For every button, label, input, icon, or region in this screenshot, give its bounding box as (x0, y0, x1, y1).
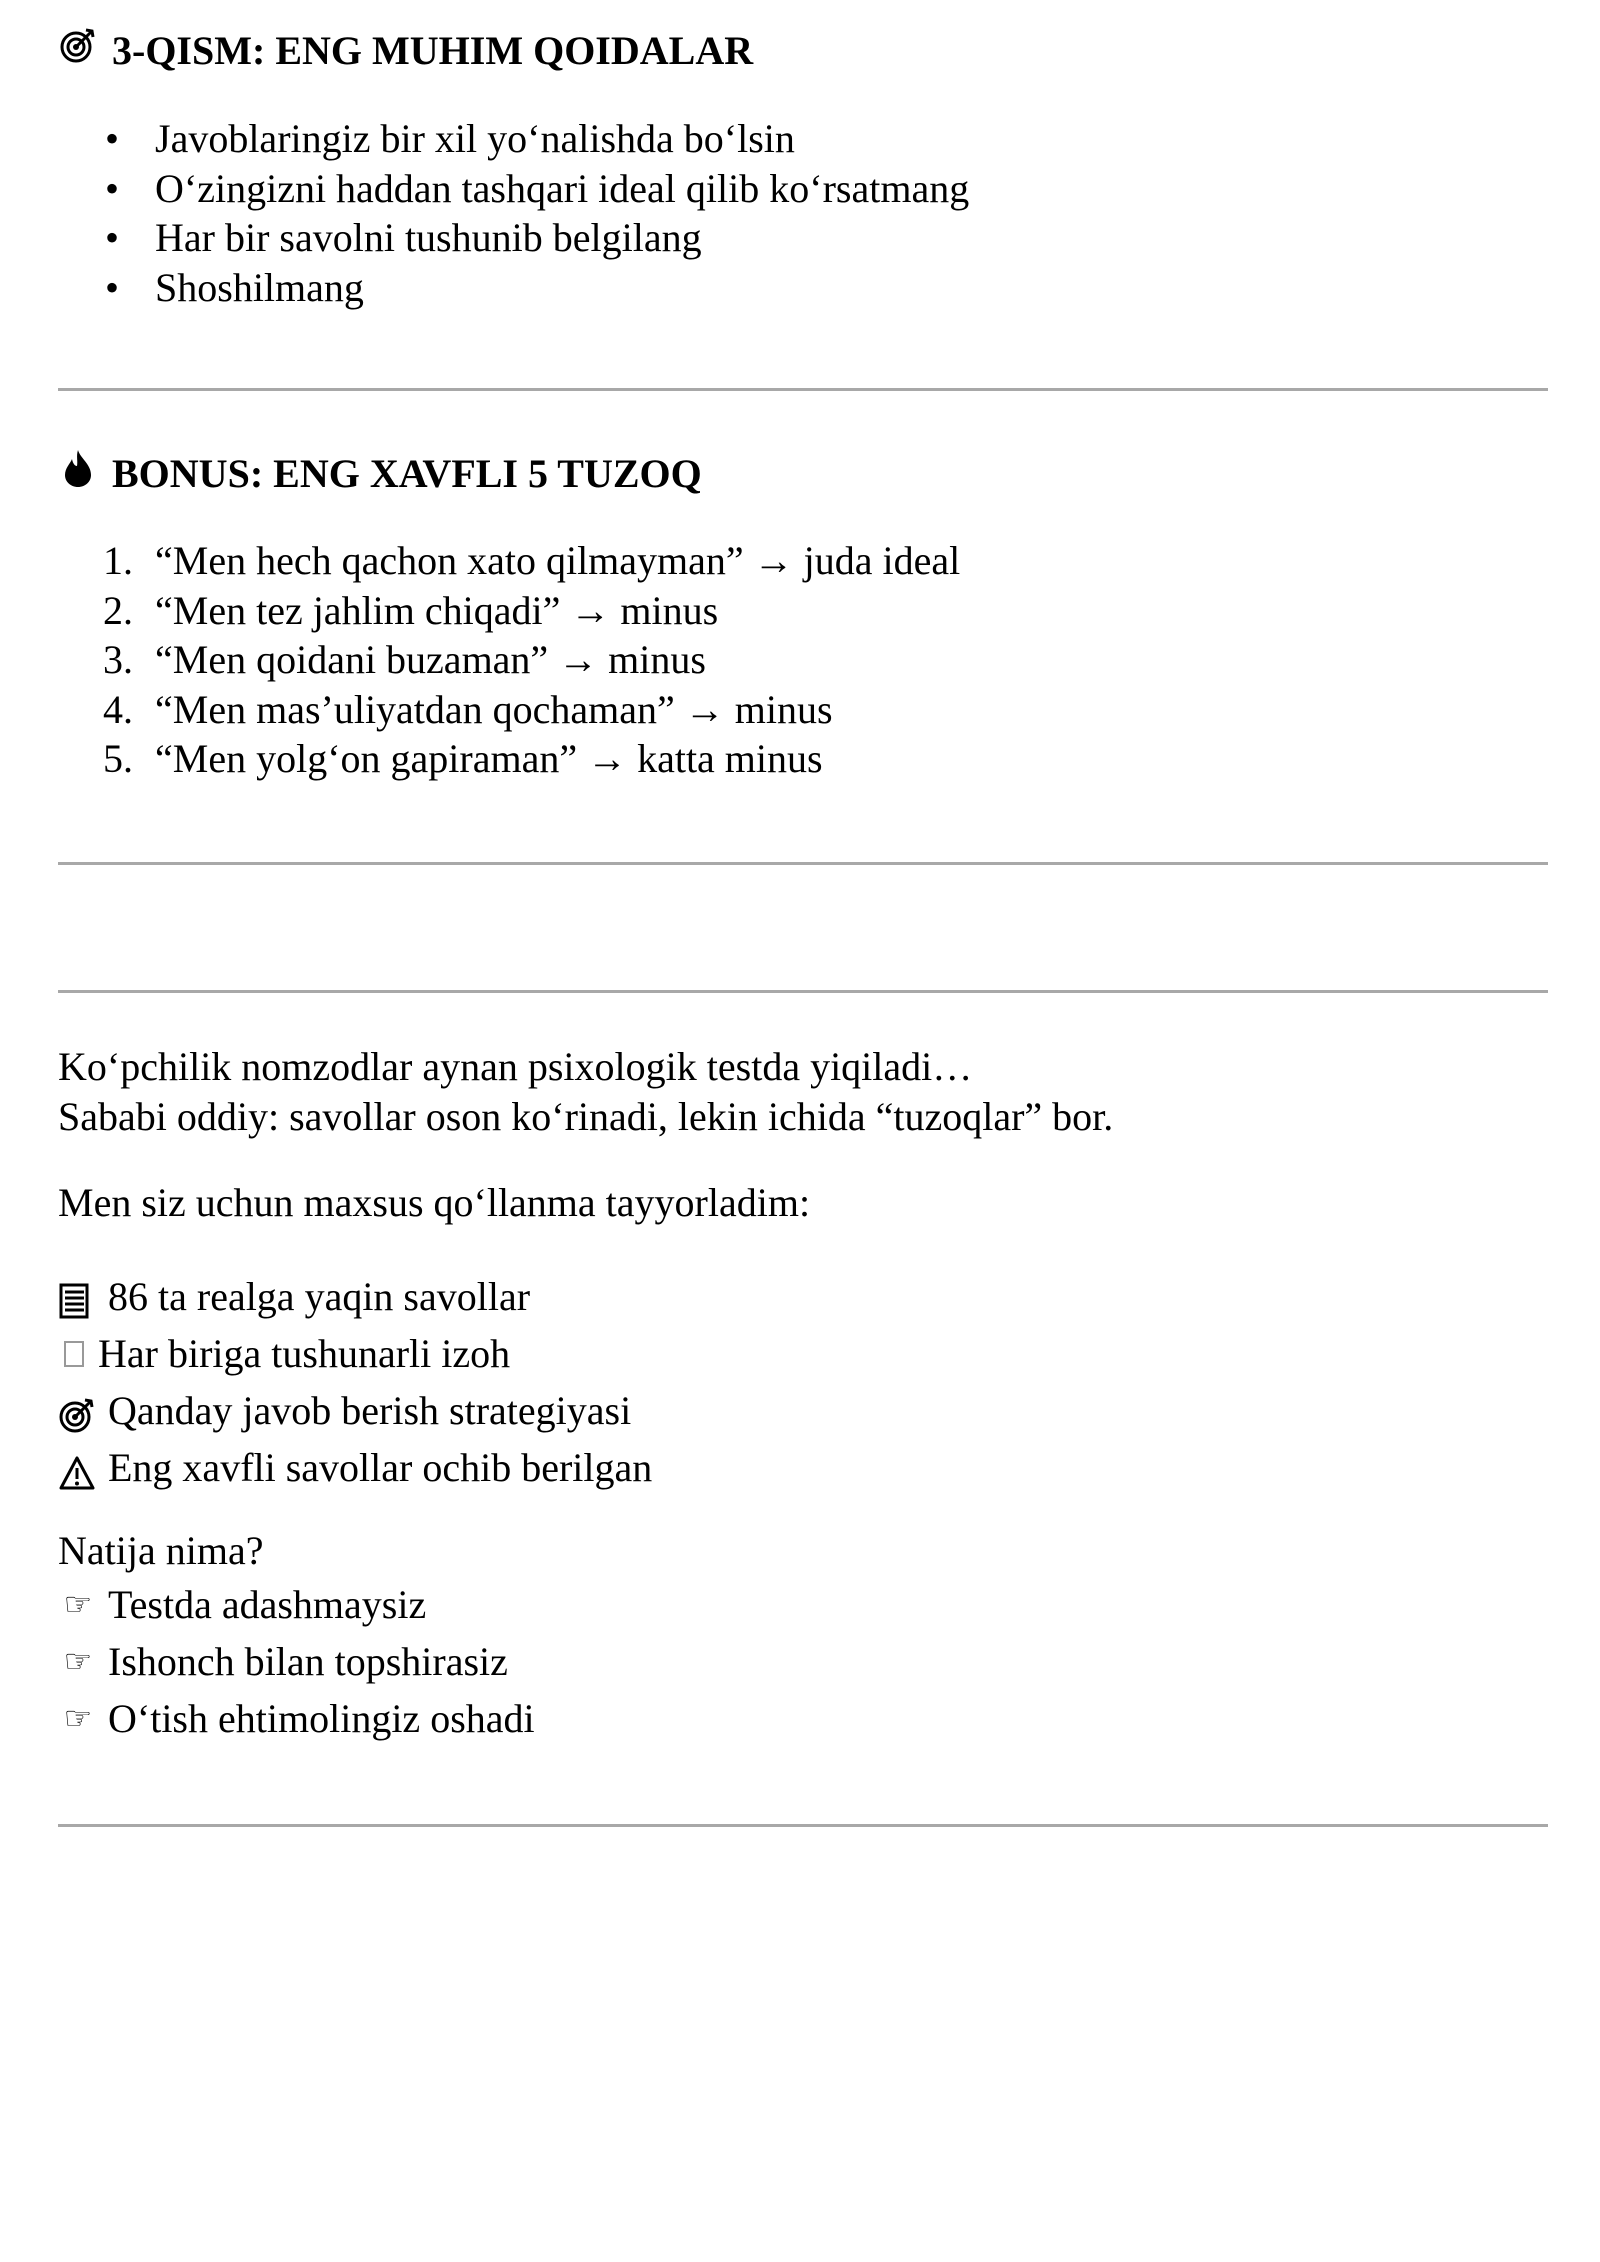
promo-intro (58, 1042, 1113, 1141)
part3-section (58, 26, 753, 75)
bonus-heading (58, 448, 702, 499)
feature-item: 86 ta realga yaqin savollar (58, 1268, 652, 1325)
result-item: ☞ Ishonch bilan topshirasiz (58, 1633, 535, 1690)
result-item: ☞ O‘tish ehtimolingiz oshadi (58, 1690, 535, 1747)
divider (58, 990, 1548, 993)
divider (58, 1824, 1548, 1827)
divider (58, 862, 1548, 865)
list-item: • O‘zingizni haddan tashqari ideal qilib ko‘rsatmang (58, 164, 969, 214)
list-item: 1. “Men hech qachon xato qilmayman” → juda ideal (103, 538, 961, 583)
part3-title: 3-QISM: ENG MUHIM QOIDALAR (112, 27, 754, 73)
target-dart-icon (58, 1392, 96, 1430)
list-item: 4. “Men mas’uliyatdan qochaman” → minus (103, 686, 833, 732)
bonus-traps-list (58, 536, 960, 784)
part3-rules-list (58, 114, 969, 312)
bullet-icon: • (104, 215, 119, 260)
offer-text: Men siz uchun maxsus qo‘llanma tayyorladim: (58, 1180, 811, 1225)
book-icon (58, 1278, 96, 1316)
result-question: Natija nima? (58, 1528, 264, 1573)
result-list (58, 1576, 535, 1747)
pointing-hand-icon: ☞ (63, 1642, 93, 1680)
list-item: 2. “Men tez jahlim chiqadi” → minus (103, 587, 719, 633)
intro-line: Ko‘pchilik nomzodlar aynan psixologik testda yiqiladi… (58, 1044, 973, 1089)
bullet-icon: • (104, 165, 119, 211)
list-item: 3. “Men qoidani buzaman” → minus (103, 637, 706, 682)
target-dart-icon (58, 26, 98, 75)
bonus-title: BONUS: ENG XAVFLI 5 TUZOQ (112, 450, 702, 496)
feature-list (58, 1268, 652, 1496)
missing-glyph-icon (64, 1341, 84, 1367)
bullet-icon: • (104, 116, 119, 161)
warning-icon (58, 1449, 96, 1487)
feature-item: Qanday javob berish strategiyasi (58, 1382, 652, 1439)
fire-icon (58, 448, 98, 499)
feature-item: Har biriga tushunarli izoh (58, 1325, 652, 1382)
pointing-hand-icon: ☞ (63, 1699, 93, 1737)
feature-item: Eng xavfli savollar ochib berilgan (58, 1439, 652, 1496)
divider (58, 388, 1548, 391)
list-item: • Har bir savolni tushunib belgilang (58, 213, 969, 263)
part3-heading (58, 26, 753, 75)
bullet-icon: • (104, 264, 119, 310)
bonus-section (58, 448, 702, 499)
list-item: • Javoblaringiz bir xil yo‘nalishda bo‘lsin (58, 114, 969, 164)
list-item: • Shoshilmang (58, 263, 969, 313)
intro-line: Sababi oddiy: savollar oson ko‘rinadi, lekin ichida “tuzoqlar” bor. (58, 1093, 1114, 1139)
list-item: 5. “Men yolg‘on gapiraman” → katta minus (103, 736, 823, 781)
result-item: ☞ Testda adashmaysiz (58, 1576, 535, 1633)
pointing-hand-icon: ☞ (63, 1585, 93, 1623)
